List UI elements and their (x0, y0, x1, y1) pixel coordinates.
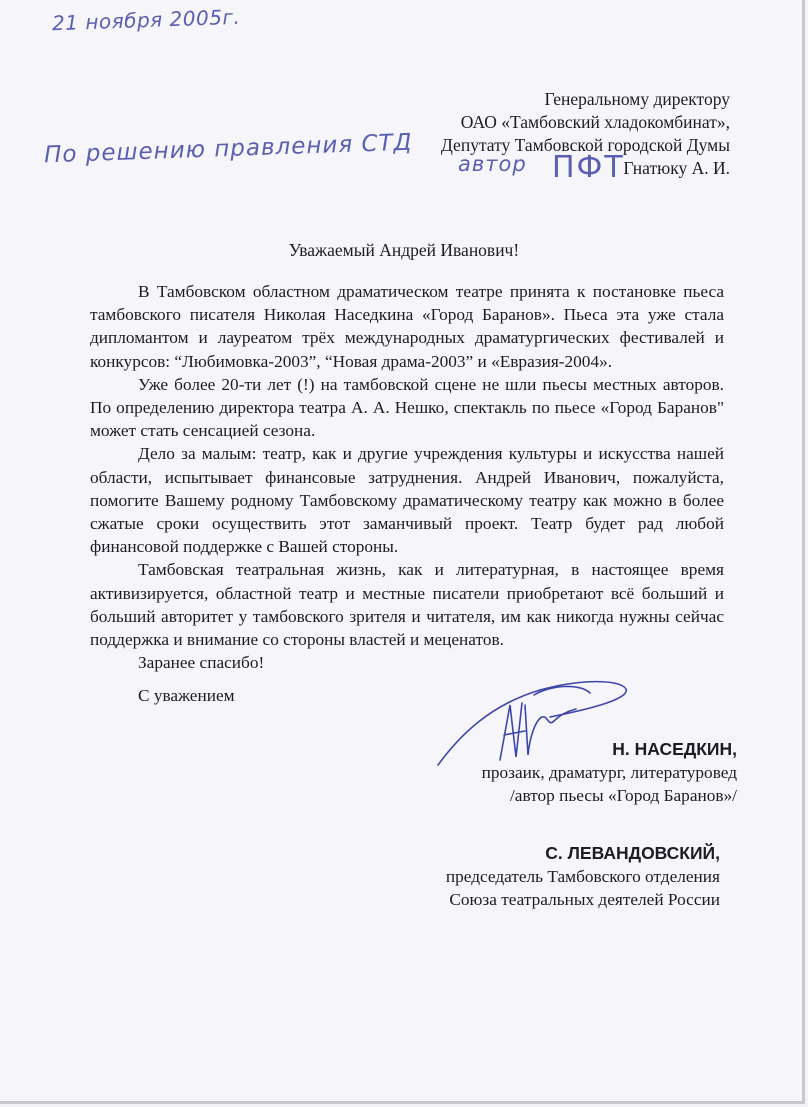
paragraph: Тамбовская театральная жизнь, как и литературная, в настоящее время активизируется, областной театр и местные писатели приобретают всё больший и больший авторитет у тамбовского зрителя и читателя, им как никогда нужны сейчас поддержка и внимание со стороны властей и меценатов. (90, 560, 724, 650)
signer-1-block (482, 738, 737, 807)
paragraph: В Тамбовском областном драматическом театре принята к постановке пьеса тамбовского писателя Николая Наседкина «Город Баранов». Пьеса эта уже стала дипломантом и лауреатом трёх международных драматургических фестивалей и конкурсов: “Любимовка-2003”, “Новая драма-2003” и «Евразия-2004». (90, 282, 724, 371)
signer-2-name: С. ЛЕВАНДОВСКИЙ, (545, 843, 720, 863)
handwritten-date: 21 ноября 2005г. (51, 4, 241, 36)
signer-1-name: Н. НАСЕДКИН, (612, 739, 737, 759)
signer-1-title: прозаик, драматург, литературовед (481, 763, 737, 782)
paragraph: Уже более 20-ти лет (!) на тамбовской сцене не шли пьесы местных авторов. По определению директора театра А. А. Нешко, спектакль по пьесе «Город Баранов" может стать сенсацией сезона. (90, 374, 724, 441)
addressee-line: Депутату Тамбовской городской Думы (440, 135, 730, 155)
signer-2-block (446, 842, 720, 911)
letter-body (90, 280, 724, 674)
paragraph: Заранее спасибо! (138, 653, 265, 673)
handwritten-resolution-initials: ПФТ (552, 150, 625, 185)
signer-2-title: председатель Тамбовского отделения (445, 867, 720, 886)
paragraph: Дело за малым: театр, как и другие учреждения культуры и искусства нашей области, испытывает финансовые затруднения. Андрей Иванович, пожалуйста, помогите Вашему родному Тамбовскому драматическому театру как можно в более сжатые сроки осуществить этот заманчивый проект. Театр будет рад любой финансовой поддержке с Вашей стороны. (90, 444, 724, 557)
handwritten-resolution-author: автор (458, 152, 527, 176)
closing: С уважением (138, 686, 235, 705)
signer-1-note: /автор пьесы «Город Баранов»/ (509, 786, 737, 805)
addressee-line: ОАО «Тамбовский хладокомбинат», (460, 112, 730, 132)
addressee-line: Гнатюку А. И. (623, 158, 730, 178)
signer-2-org: Союза театральных деятелей России (449, 890, 720, 909)
addressee-block (441, 88, 730, 180)
salutation: Уважаемый Андрей Иванович! (288, 240, 520, 260)
handwritten-resolution: По решению правления СТД (43, 129, 413, 169)
addressee-line: Генеральному директору (544, 89, 730, 109)
